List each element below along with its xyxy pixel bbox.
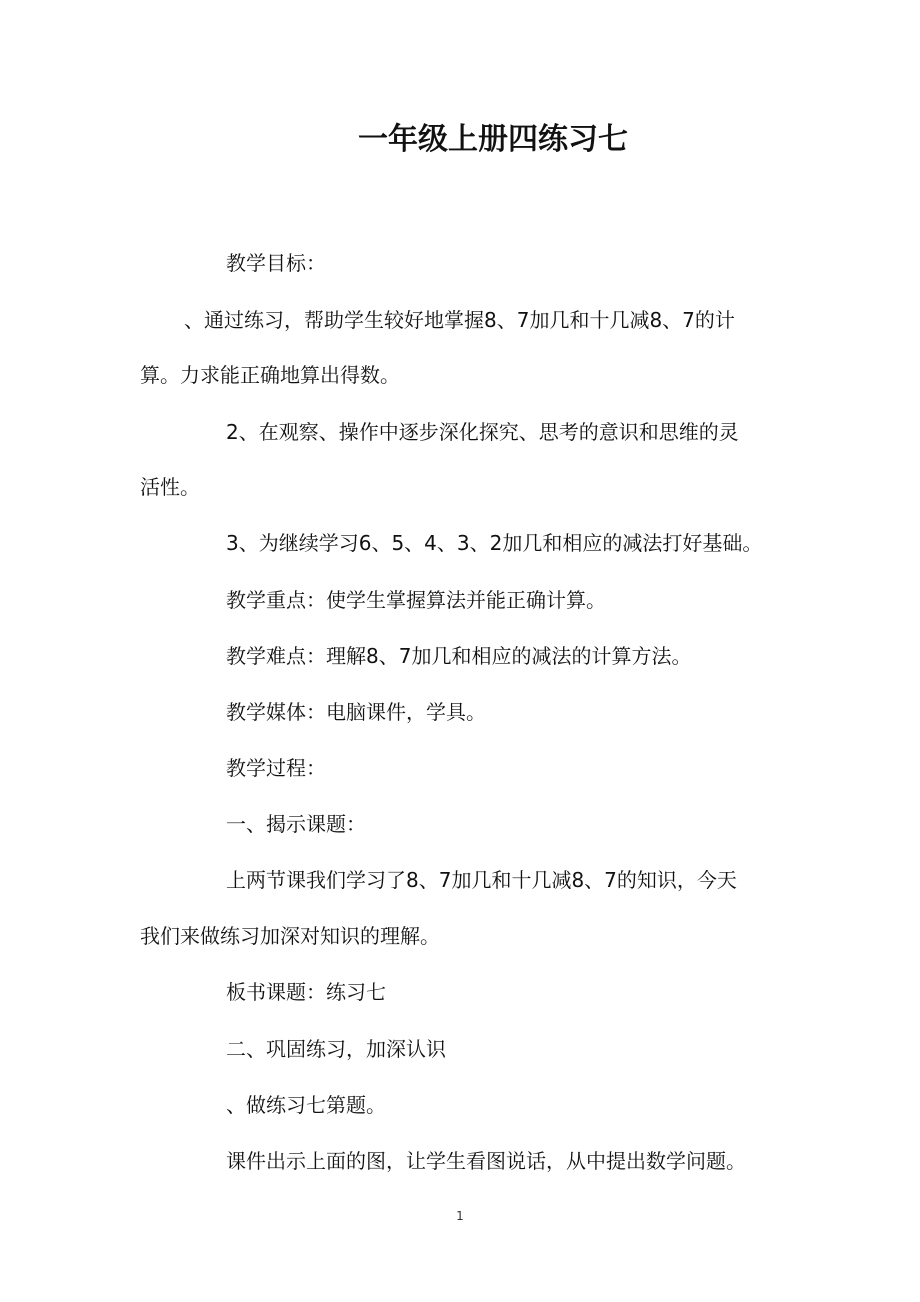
paragraph-goal-2-line-1: 2、在观察、操作中逐步深化探究、思考的意识和思维的灵: [226, 420, 739, 444]
paragraph-goal-1-line-2: 算。力求能正确地算出得数。: [140, 363, 400, 387]
paragraph-teaching-process: 教学过程：: [226, 756, 326, 780]
paragraph-intro-line-2: 我们来做练习加深对知识的理解。: [140, 924, 440, 948]
document-title: 一年级上册四练习七: [358, 122, 628, 157]
paragraph-teaching-media: 教学媒体：电脑课件，学具。: [226, 700, 486, 724]
paragraph-courseware-instruction: 课件出示上面的图，让学生看图说话，从中提出数学问题。: [226, 1149, 746, 1173]
paragraph-goal-1-line-1: 、通过练习，帮助学生较好地掌握8、7加几和十几减8、7的计: [184, 308, 735, 332]
page-number: 1: [456, 1209, 464, 1223]
paragraph-intro-line-1: 上两节课我们学习了8、7加几和十几减8、7的知识，今天: [226, 868, 737, 892]
paragraph-teaching-focus: 教学重点：使学生掌握算法并能正确计算。: [226, 588, 606, 612]
paragraph-goal-3: 3、为继续学习6、5、4、3、2加几和相应的减法打好基础。: [226, 531, 763, 555]
paragraph-exercise-item: 、做练习七第题。: [226, 1093, 386, 1117]
paragraph-section-two-heading: 二、巩固练习，加深认识: [226, 1037, 446, 1061]
paragraph-teaching-difficulty: 教学难点：理解8、7加几和相应的减法的计算方法。: [226, 644, 692, 668]
paragraph-teaching-goals-heading: 教学目标：: [226, 251, 326, 275]
paragraph-board-title: 板书课题：练习七: [226, 980, 386, 1004]
paragraph-section-one-heading: 一、揭示课题：: [226, 812, 366, 836]
paragraph-goal-2-line-2: 活性。: [140, 475, 200, 499]
